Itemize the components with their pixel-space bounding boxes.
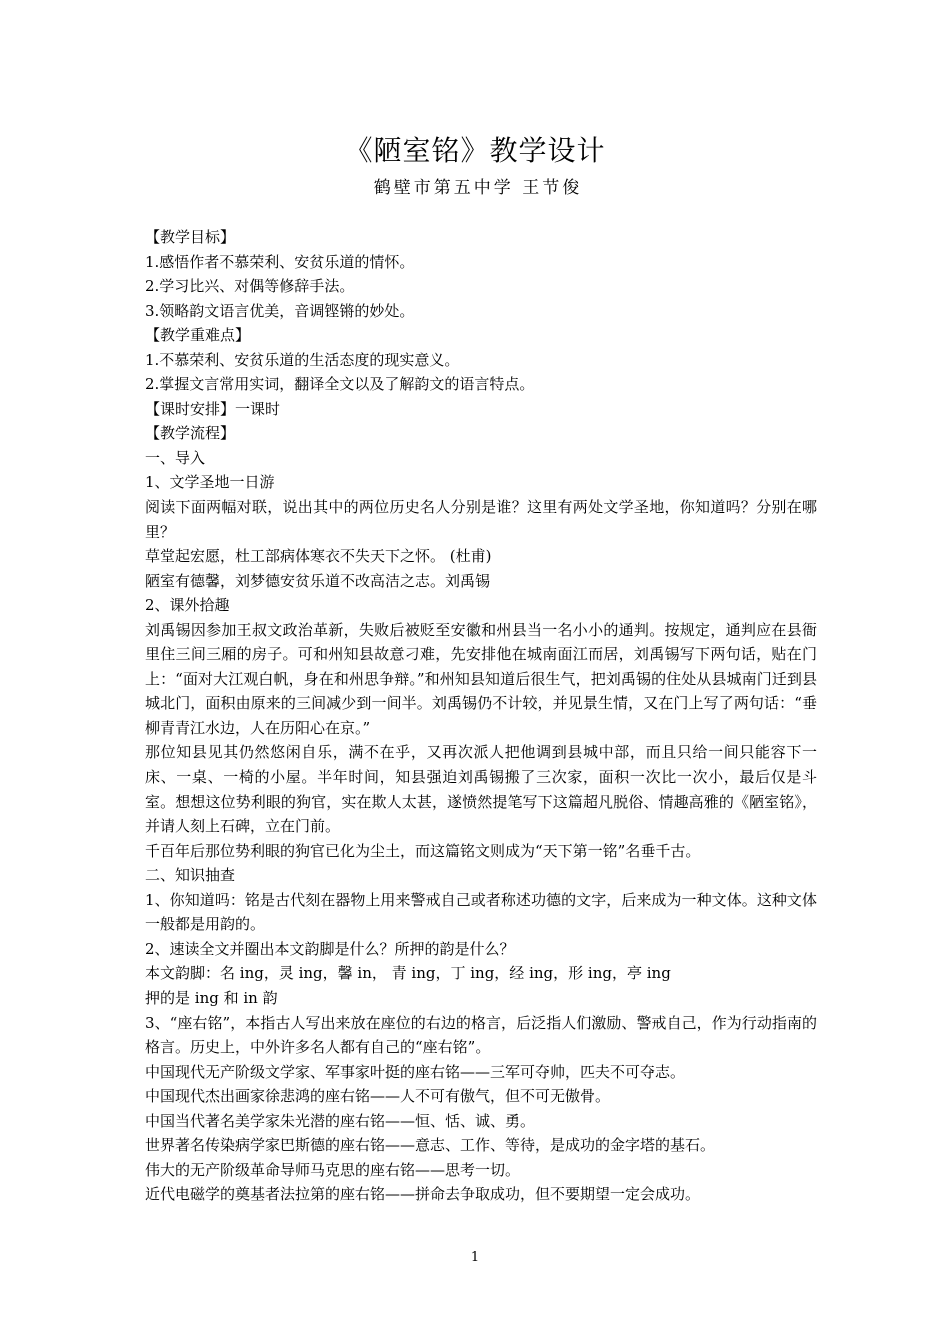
document-author: 鹤壁市第五中学 王节俊	[373, 178, 583, 198]
page-number: 1	[470, 1250, 480, 1265]
section-heading-process: 【教学流程】	[145, 424, 236, 443]
section-heading-objectives: 【教学目标】	[145, 228, 236, 246]
paragraph-motto: 3、“座右铭”，本指古人写出来放在座位的右边的格言，后泛指人们激励、警戒自己，作为行动指南的格言。历史上，中外许多名人都有自己的“座右铭”。	[145, 1013, 817, 1057]
paragraph-story: 刘禹锡因参加王叔文政治革新，失败后被贬至安徽和州县当一名小小的通判。按规定，通判应在县衙里住三间三厢的房子。可和州知县故意刁难，先安排他在城南面江而居，刘禹锡写下两句话，贴在门上：“面对大江观白帆，身在和州思争辩。”和州知县知道后很生气，把刘禹锡的住处从县城南门迁到县城北门，面积由原来的三间减少到一间半。刘禹锡仍不计较，并见景生情，又在门上写了两句话：“垂柳青青江水边，人在历阳心在京。”	[145, 620, 817, 737]
paragraph-ming-definition: 1、你知道吗：铭是古代刻在器物上用来警戒自己或者称述功德的文字，后来成为一种文体。这种文体一般都是用韵的。	[145, 890, 817, 934]
rhyme-line: 押的是 ing 和 in 韵	[145, 988, 278, 1007]
section-heading-key-points: 【教学重难点】	[145, 326, 251, 345]
step-heading-knowledge: 二、知识抽查	[145, 866, 236, 885]
motto-line: 中国现代无产阶级文学家、军事家叶挺的座右铭——三军可夺帅，匹夫不可夺志。	[145, 1062, 686, 1081]
couplet-line: 草堂起宏愿，杜工部病体寒衣不失天下之怀。 (杜甫)	[145, 547, 492, 566]
document-body	[145, 225, 817, 1207]
paragraph-line: 千百年后那位势利眼的狗官已化为尘土，而这篇铭文则成为“天下第一铭”名垂千古。	[145, 841, 701, 860]
step-heading-intro: 一、导入	[145, 448, 206, 467]
motto-line: 中国当代著名美学家朱光潜的座右铭——恒、恬、诚、勇。	[145, 1111, 536, 1130]
motto-line: 伟大的无产阶级革命导师马克思的座右铭——思考一切。	[145, 1160, 521, 1179]
key-point-item: 2.掌握文言常用实词，翻译全文以及了解韵文的语言特点。	[145, 375, 535, 394]
paragraph-couplet-question: 阅读下面两幅对联，说出其中的两位历史名人分别是谁？这里有两处文学圣地，你知道吗？分别在哪里？	[145, 498, 817, 541]
objective-item: 1.感悟作者不慕荣利、安贫乐道的情怀。	[145, 252, 415, 271]
key-point-item: 1.不慕荣利、安贫乐道的生活态度的现实意义。	[145, 350, 460, 369]
sub-heading: 2、课外拾趣	[145, 596, 230, 615]
section-heading-schedule: 【课时安排】一课时	[145, 399, 281, 418]
motto-line: 中国现代杰出画家徐悲鸿的座右铭——人不可有傲气，但不可无傲骨。	[145, 1087, 611, 1106]
couplet-line: 陋室有德馨，刘梦德安贫乐道不改高洁之志。刘禹锡	[145, 571, 491, 590]
paragraph-story: 那位知县见其仍然悠闲自乐，满不在乎，又再次派人把他调到县城中部，而且只给一间只能容下一床、一桌、一椅的小屋。半年时间，知县强迫刘禹锡搬了三次家，面积一次比一次小，最后仅是斗室。想想这位势利眼的狗官，实在欺人太甚，遂愤然提笔写下这篇超凡脱俗、情趣高雅的《陋室铭》， 并请人刻上石碑，立在门前。	[145, 743, 817, 836]
motto-line: 世界著名传染病学家巴斯德的座右铭——意志、工作、等待，是成功的金字塔的基石。	[145, 1136, 716, 1155]
motto-line: 近代电磁学的奠基者法拉第的座右铭——拼命去争取成功，但不要期望一定会成功。	[145, 1185, 701, 1204]
document-title: 《陋室铭》教学设计	[344, 134, 606, 167]
rhyme-line: 本文韵脚：名 ing，灵 ing，馨 in， 青 ing，丁 ing，经 ing，形 ing，亭 ing	[145, 964, 671, 983]
objective-item: 3.领略韵文语言优美，音调铿锵的妙处。	[145, 301, 415, 320]
question-line: 2、速读全文并圈出本文韵脚是什么？所押的韵是什么？	[145, 939, 515, 958]
objective-item: 2.学习比兴、对偶等修辞手法。	[145, 277, 355, 296]
sub-heading: 1、文学圣地一日游	[145, 473, 275, 492]
